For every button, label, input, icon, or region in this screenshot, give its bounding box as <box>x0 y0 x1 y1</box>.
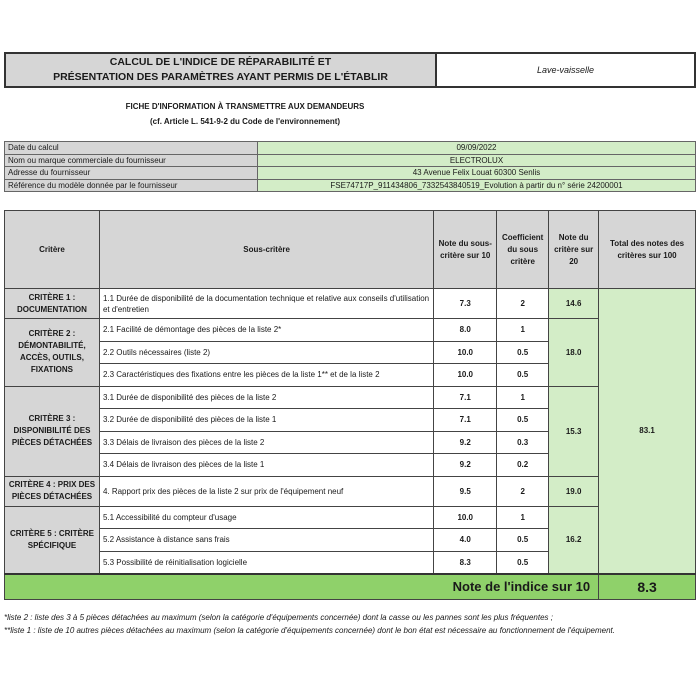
table-row <box>5 289 696 319</box>
sub-criterion-label: 5.2 Assistance à distance sans frais <box>99 529 433 552</box>
criterion-5-name: CRITÈRE 5 : CRITÈRE SPÉCIFIQUE <box>5 506 100 574</box>
col-note20: Note du critère sur 20 <box>549 211 599 289</box>
supplier-info-table <box>4 141 696 192</box>
sub-criterion-label: 3.4 Délais de livraison des pièces de la liste 1 <box>99 454 433 477</box>
final-score-value: 8.3 <box>599 574 696 600</box>
sub-criterion-label: 4. Rapport prix des pièces de la liste 2 sur prix de l'équipement neuf <box>99 476 433 506</box>
fiche-line1: FICHE D'INFORMATION À TRANSMETTRE AUX DEMANDEURS <box>125 102 365 111</box>
sub-criterion-label: 1.1 Durée de disponibilité de la documentation technique et relative aux conseils d'utilisation et d'entretien <box>99 289 433 319</box>
sub-criterion-label: 2.1 Facilité de démontage des pièces de la liste 2* <box>99 319 433 342</box>
fiche-line2: (cf. Article L. 541-9-2 du Code de l'environnement) <box>149 117 341 126</box>
sub-criterion-coef: 0.5 <box>497 551 549 574</box>
sub-criterion-coef: 0.5 <box>497 341 549 364</box>
criterion-3-name: CRITÈRE 3 : DISPONIBILITÉ DES PIÈCES DÉTACHÉES <box>5 386 100 476</box>
info-label: Adresse du fournisseur <box>5 167 258 180</box>
total-100: 83.1 <box>599 289 696 574</box>
info-row <box>5 179 696 192</box>
sub-criterion-coef: 2 <box>497 476 549 506</box>
footnote-2: **liste 1 : liste de 10 autres pièces détachées au maximum (selon la catégorie d'équipements concernée) dont le bon état est nécessaire au fonctionnement de l'équipement. <box>4 626 615 635</box>
product-type: Lave-vaisselle <box>536 65 595 75</box>
info-label: Date du calcul <box>5 142 258 155</box>
criterion-2-name: CRITÈRE 2 : DÉMONTABILITÉ, ACCÈS, OUTILS, FIXATIONS <box>5 319 100 387</box>
table-header-row <box>5 211 696 289</box>
sub-criterion-coef: 1 <box>497 386 549 409</box>
footnote-1: *liste 2 : liste des 3 à 5 pièces détachées au maximum (selon la catégorie d'équipements concernée) dont la casse ou les pannes sont les plus fréquentes ; <box>4 613 553 622</box>
criterion-3-note20: 15.3 <box>549 386 599 476</box>
final-score-row <box>5 574 696 600</box>
info-value: 43 Avenue Felix Louat 60300 Senlis <box>258 167 696 180</box>
col-total: Total des notes des critères sur 100 <box>599 211 696 289</box>
sub-criterion-note: 10.0 <box>434 364 497 387</box>
sub-criterion-note: 9.2 <box>434 454 497 477</box>
final-score-label: Note de l'indice sur 10 <box>5 574 599 600</box>
table-row <box>5 386 696 409</box>
sub-criterion-label: 5.1 Accessibilité du compteur d'usage <box>99 506 433 529</box>
criterion-1-note20: 14.6 <box>549 289 599 319</box>
info-label: Référence du modèle donnée par le fournisseur <box>5 179 258 192</box>
sub-criterion-coef: 1 <box>497 319 549 342</box>
sub-criterion-note: 7.1 <box>434 409 497 432</box>
sub-criterion-coef: 2 <box>497 289 549 319</box>
sub-criterion-coef: 0.5 <box>497 364 549 387</box>
sub-criterion-note: 10.0 <box>434 341 497 364</box>
sub-criterion-label: 5.3 Possibilité de réinitialisation logicielle <box>99 551 433 574</box>
sub-criterion-label: 3.2 Durée de disponibilité des pièces de la liste 1 <box>99 409 433 432</box>
info-row <box>5 154 696 167</box>
sub-criterion-label: 2.2 Outils nécessaires (liste 2) <box>99 341 433 364</box>
sub-criterion-label: 3.3 Délais de livraison des pièces de la liste 2 <box>99 431 433 454</box>
info-label: Nom ou marque commerciale du fournisseur <box>5 154 258 167</box>
sub-criterion-note: 7.1 <box>434 386 497 409</box>
sub-criterion-coef: 0.5 <box>497 529 549 552</box>
col-coef: Coefficient du sous critère <box>497 211 549 289</box>
info-value: FSE74717P_911434806_7332543840519_Evolution à partir du n° série 24200001 <box>258 179 696 192</box>
info-row <box>5 142 696 155</box>
fiche-subtitle <box>0 99 490 129</box>
sub-criterion-note: 7.3 <box>434 289 497 319</box>
sub-criterion-coef: 0.3 <box>497 431 549 454</box>
sub-criterion-note: 4.0 <box>434 529 497 552</box>
info-value: 09/09/2022 <box>258 142 696 155</box>
footnotes <box>4 611 696 637</box>
criterion-2-note20: 18.0 <box>549 319 599 387</box>
table-row <box>5 506 696 529</box>
sub-criterion-coef: 1 <box>497 506 549 529</box>
criterion-5-note20: 16.2 <box>549 506 599 574</box>
repairability-table <box>4 210 696 600</box>
col-note10: Note du sous-critère sur 10 <box>434 211 497 289</box>
sub-criterion-note: 9.2 <box>434 431 497 454</box>
sub-criterion-coef: 0.2 <box>497 454 549 477</box>
criterion-1-name: CRITÈRE 1 : DOCUMENTATION <box>5 289 100 319</box>
sub-criterion-note: 9.5 <box>434 476 497 506</box>
sub-criterion-label: 2.3 Caractéristiques des fixations entre les pièces de la liste 1** et de la liste 2 <box>99 364 433 387</box>
criterion-4-note20: 19.0 <box>549 476 599 506</box>
col-critere: Critère <box>5 211 100 289</box>
sub-criterion-note: 8.3 <box>434 551 497 574</box>
sub-criterion-note: 8.0 <box>434 319 497 342</box>
col-sous-critere: Sous-critère <box>99 211 433 289</box>
table-row <box>5 476 696 506</box>
header-box <box>4 52 696 88</box>
sub-criterion-note: 10.0 <box>434 506 497 529</box>
info-value: ELECTROLUX <box>258 154 696 167</box>
header-title-line1: CALCUL DE L'INDICE DE RÉPARABILITÉ ET <box>109 56 332 68</box>
header-title-line2: PRÉSENTATION DES PARAMÈTRES AYANT PERMIS DE L'ÉTABLIR <box>53 71 388 83</box>
table-row <box>5 319 696 342</box>
header-title <box>6 54 437 86</box>
sub-criterion-coef: 0.5 <box>497 409 549 432</box>
sub-criterion-label: 3.1 Durée de disponibilité des pièces de la liste 2 <box>99 386 433 409</box>
criterion-4-name: CRITÈRE 4 : PRIX DES PIÈCES DÉTACHÉES <box>5 476 100 506</box>
info-row <box>5 167 696 180</box>
